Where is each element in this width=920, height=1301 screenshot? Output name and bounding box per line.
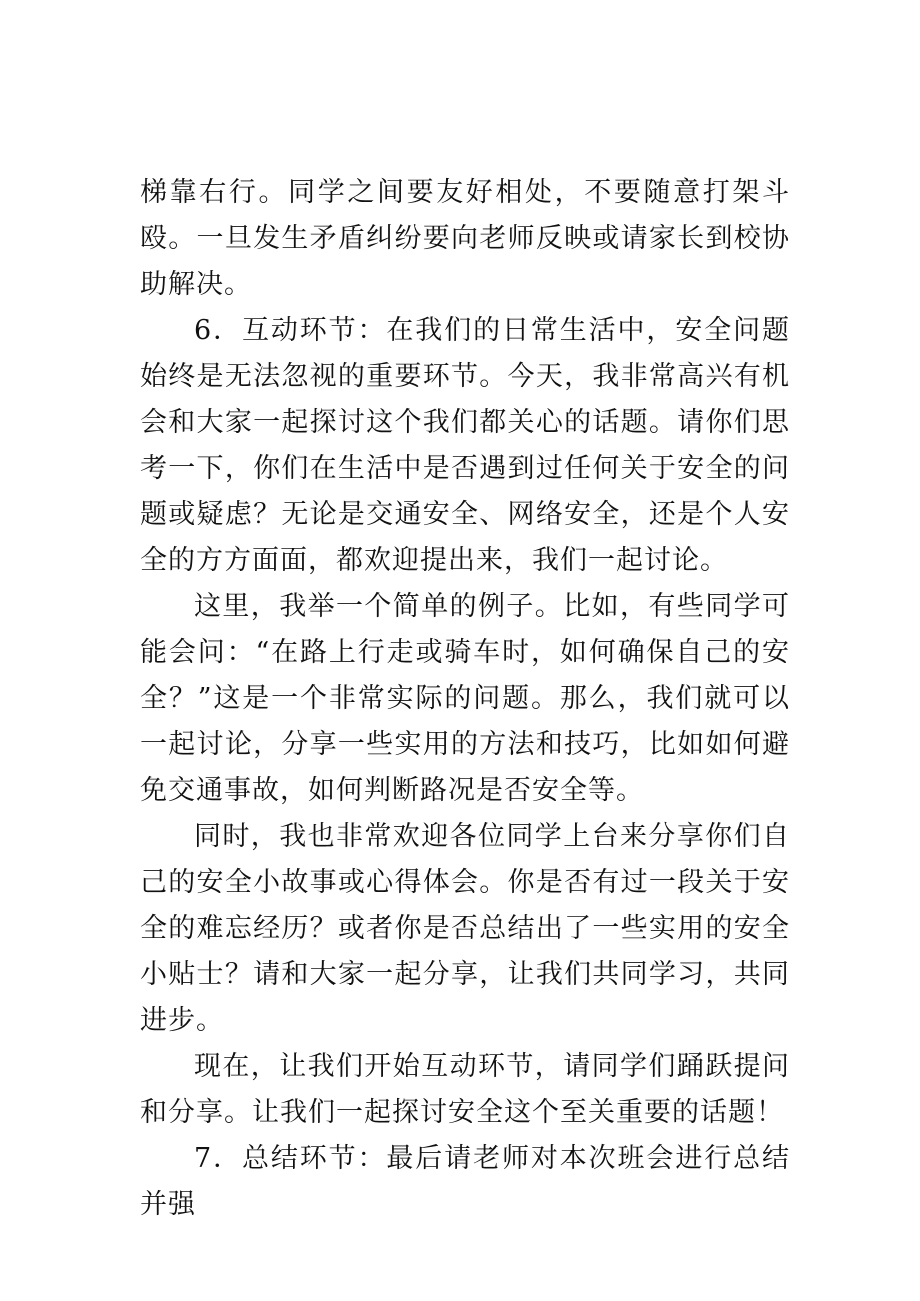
- paragraph-start-interaction: 现在，让我们开始互动环节，请同学们踊跃提问和分享。让我们一起探讨安全这个至关重要的话题！: [140, 1051, 790, 1128]
- paragraph-summary-section: 7．总结环节：最后请老师对本次班会进行总结并强: [140, 1143, 790, 1220]
- document-body: [140, 170, 790, 1228]
- paragraph-continuation: 梯靠右行。同学之间要友好相处，不要随意打架斗殴。一旦发生矛盾纠纷要向老师反映或请家长到校协助解决。: [140, 177, 790, 300]
- paragraph-example: 这里，我举一个简单的例子。比如，有些同学可能会问：“在路上行走或骑车时，如何确保自己的安全？”这是一个非常实际的问题。那么，我们就可以一起讨论，分享一些实用的方法和技巧，比如如何避免交通事故，如何判断路况是否安全等。: [140, 591, 790, 806]
- paragraph-sharing: 同时，我也非常欢迎各位同学上台来分享你们自己的安全小故事或心得体会。你是否有过一段关于安全的难忘经历？或者你是否总结出了一些实用的安全小贴士？请和大家一起分享，让我们共同学习，共同进步。: [140, 821, 790, 1036]
- paragraph-interaction-section: 6．互动环节：在我们的日常生活中，安全问题始终是无法忽视的重要环节。今天，我非常高兴有机会和大家一起探讨这个我们都关心的话题。请你们思考一下，你们在生活中是否遇到过任何关于安全的问题或疑虑？无论是交通安全、网络安全，还是个人安全的方方面面，都欢迎提出来，我们一起讨论。: [140, 315, 790, 576]
